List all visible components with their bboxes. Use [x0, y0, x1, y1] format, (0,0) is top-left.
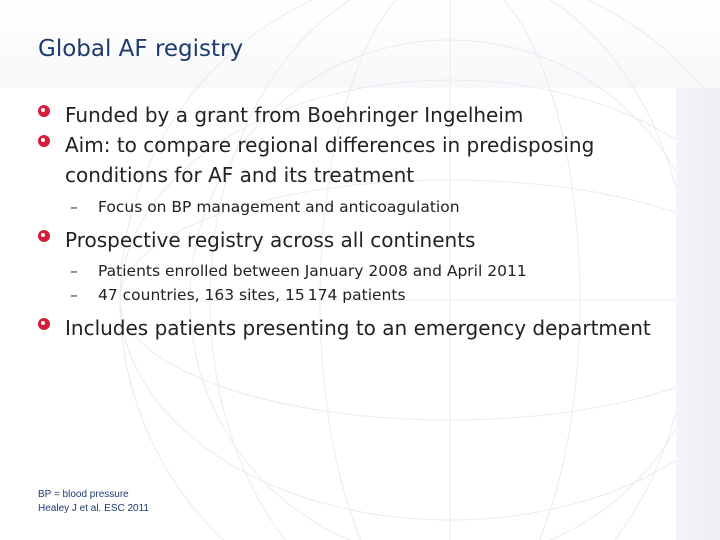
- sub-bullet-text: Focus on BP management and anticoagulation: [98, 198, 460, 216]
- sub-bullet-text: 47 countries, 163 sites, 15 174 patients: [98, 286, 406, 304]
- footnotes: [38, 488, 149, 516]
- red-circle-bullet-icon: [38, 105, 50, 117]
- dash-bullet-icon: –: [70, 198, 78, 216]
- footnote-reference: Healey J et al. ESC 2011: [38, 503, 149, 514]
- footnote-abbreviation: BP = blood pressure: [38, 489, 129, 500]
- sub-bullet-text: Patients enrolled between January 2008 and April 2011: [98, 262, 527, 280]
- sub-bullet-item: [38, 195, 658, 219]
- dash-bullet-icon: –: [70, 286, 78, 304]
- sub-bullet-item: [38, 259, 658, 283]
- bullet-text: Aim: to compare regional differences in predisposing conditions for AF and its treatment: [65, 133, 595, 187]
- red-circle-bullet-icon: [38, 230, 50, 242]
- right-decorative-band: [676, 88, 720, 540]
- bullet-item: [38, 130, 658, 190]
- bullet-list: [38, 100, 658, 343]
- bullet-text: Funded by a grant from Boehringer Ingelheim: [65, 103, 524, 127]
- sub-bullet-item: [38, 283, 658, 307]
- bullet-text: Prospective registry across all continents: [65, 228, 476, 252]
- red-circle-bullet-icon: [38, 318, 50, 330]
- red-circle-bullet-icon: [38, 135, 50, 147]
- bullet-item: [38, 100, 658, 130]
- dash-bullet-icon: –: [70, 262, 78, 280]
- bullet-text: Includes patients presenting to an emergency department: [65, 316, 651, 340]
- bullet-item: [38, 313, 658, 343]
- slide-title: Global AF registry: [38, 36, 244, 62]
- bullet-item: [38, 225, 658, 255]
